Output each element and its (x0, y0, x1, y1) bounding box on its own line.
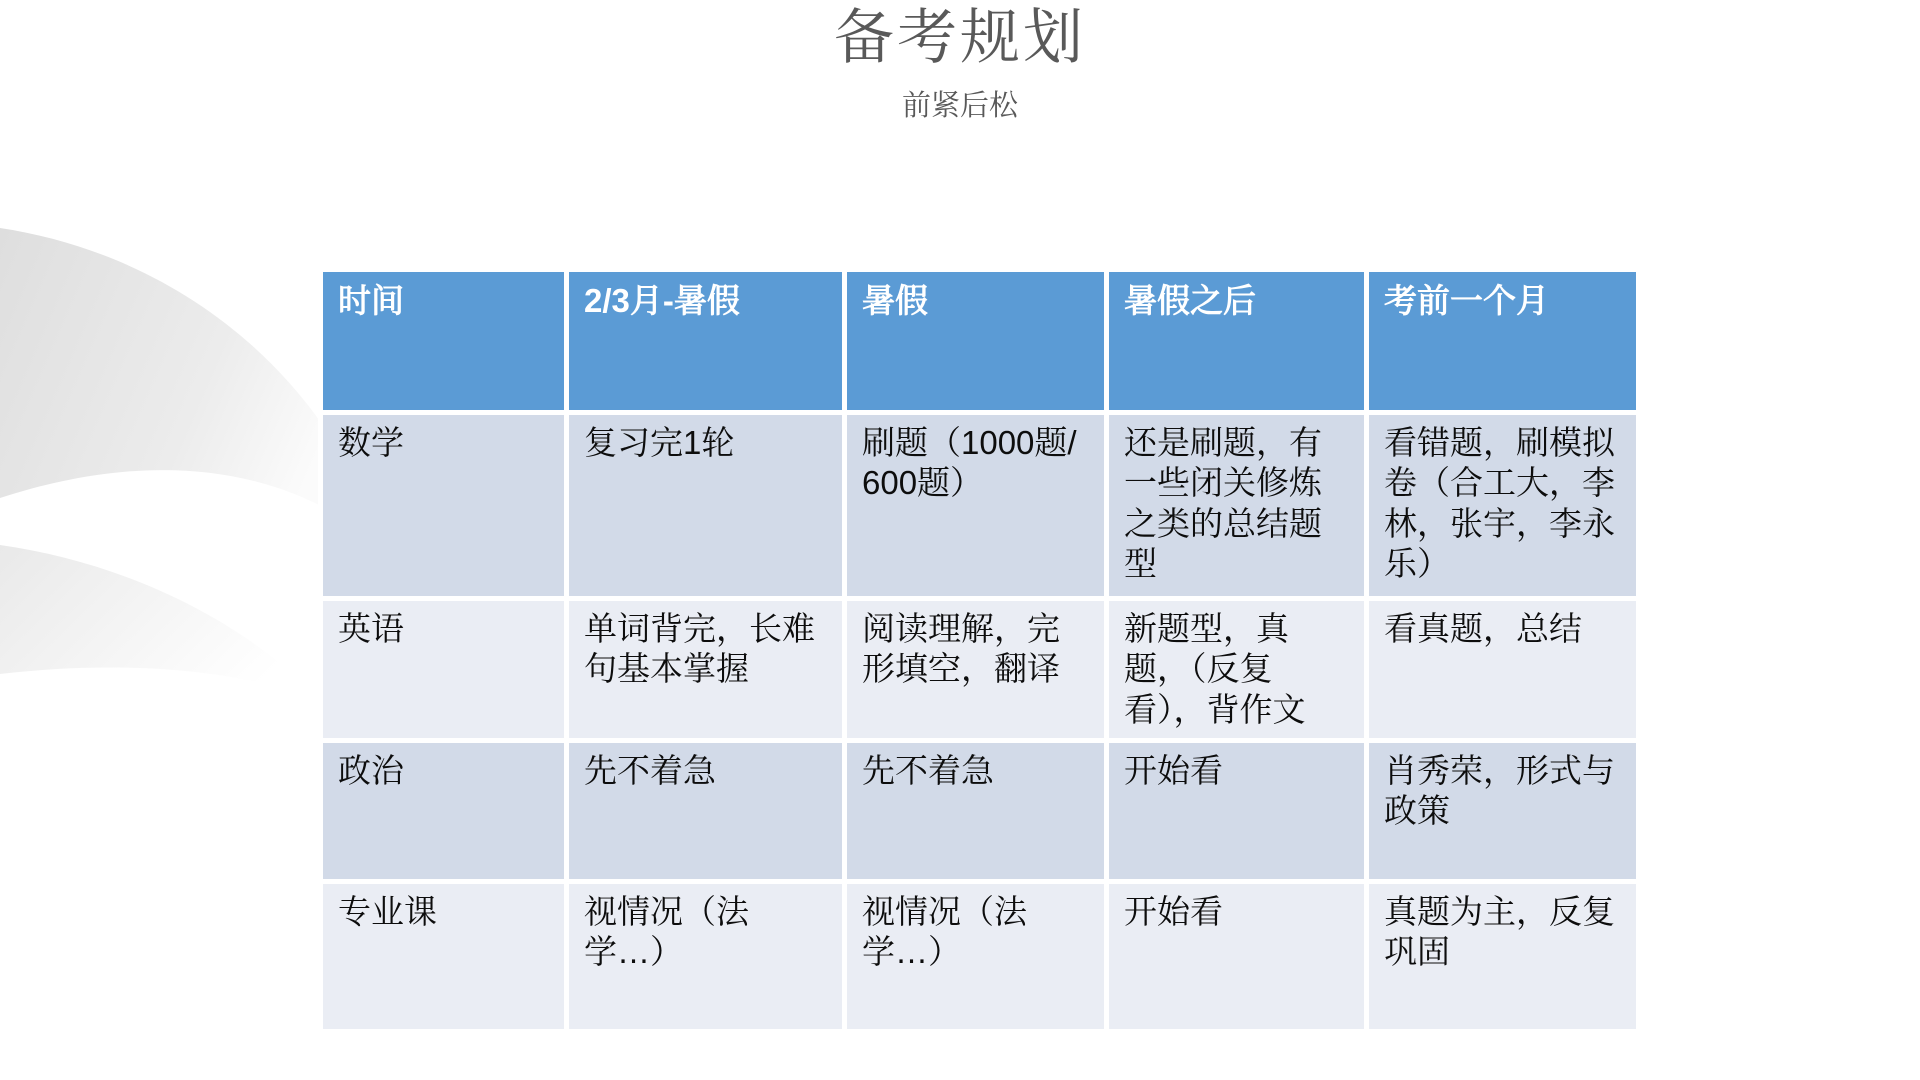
table-row-major-course (321, 882, 1639, 1032)
header-cell-summer: 暑假 (845, 270, 1107, 413)
table-row-math (321, 413, 1639, 599)
table-cell: 视情况（法学…） (845, 882, 1107, 1032)
table-cell: 新题型，真题，（反复看），背作文 (1107, 599, 1367, 741)
slide-title: 备考规划 (834, 4, 1086, 71)
header-cell-post-summer: 暑假之后 (1107, 270, 1367, 413)
table-cell: 还是刷题，有一些闭关修炼之类的总结题型 (1107, 413, 1367, 599)
header-cell-last-month: 考前一个月 (1367, 270, 1639, 413)
table-header-row (321, 270, 1639, 413)
table-cell: 开始看 (1107, 882, 1367, 1032)
header-cell-spring: 2/3月-暑假 (567, 270, 845, 413)
table-cell: 真题为主，反复巩固 (1367, 882, 1639, 1032)
table-cell: 先不着急 (567, 741, 845, 882)
background-arc-lower (0, 545, 322, 702)
table-cell: 看真题，总结 (1367, 599, 1639, 741)
table-row-politics (321, 741, 1639, 882)
row-header-cell: 英语 (321, 599, 567, 741)
row-header-cell: 专业课 (321, 882, 567, 1032)
schedule-table (318, 267, 1641, 1034)
table-cell: 刷题（1000题/600题） (845, 413, 1107, 599)
table-cell: 复习完1轮 (567, 413, 845, 599)
table-cell: 肖秀荣，形式与政策 (1367, 741, 1639, 882)
row-header-cell: 数学 (321, 413, 567, 599)
table-cell: 阅读理解，完形填空，翻译 (845, 599, 1107, 741)
table-cell: 开始看 (1107, 741, 1367, 882)
table-cell: 视情况（法学…） (567, 882, 845, 1032)
row-header-cell: 政治 (321, 741, 567, 882)
table-cell: 先不着急 (845, 741, 1107, 882)
header-cell-time: 时间 (321, 270, 567, 413)
table-cell: 单词背完，长难句基本掌握 (567, 599, 845, 741)
table-cell: 看错题，刷模拟卷（合工大，李林，张宇，李永乐） (1367, 413, 1639, 599)
table-row-english (321, 599, 1639, 741)
background-arc (0, 228, 371, 527)
slide-subtitle: 前紧后松 (901, 90, 1018, 122)
